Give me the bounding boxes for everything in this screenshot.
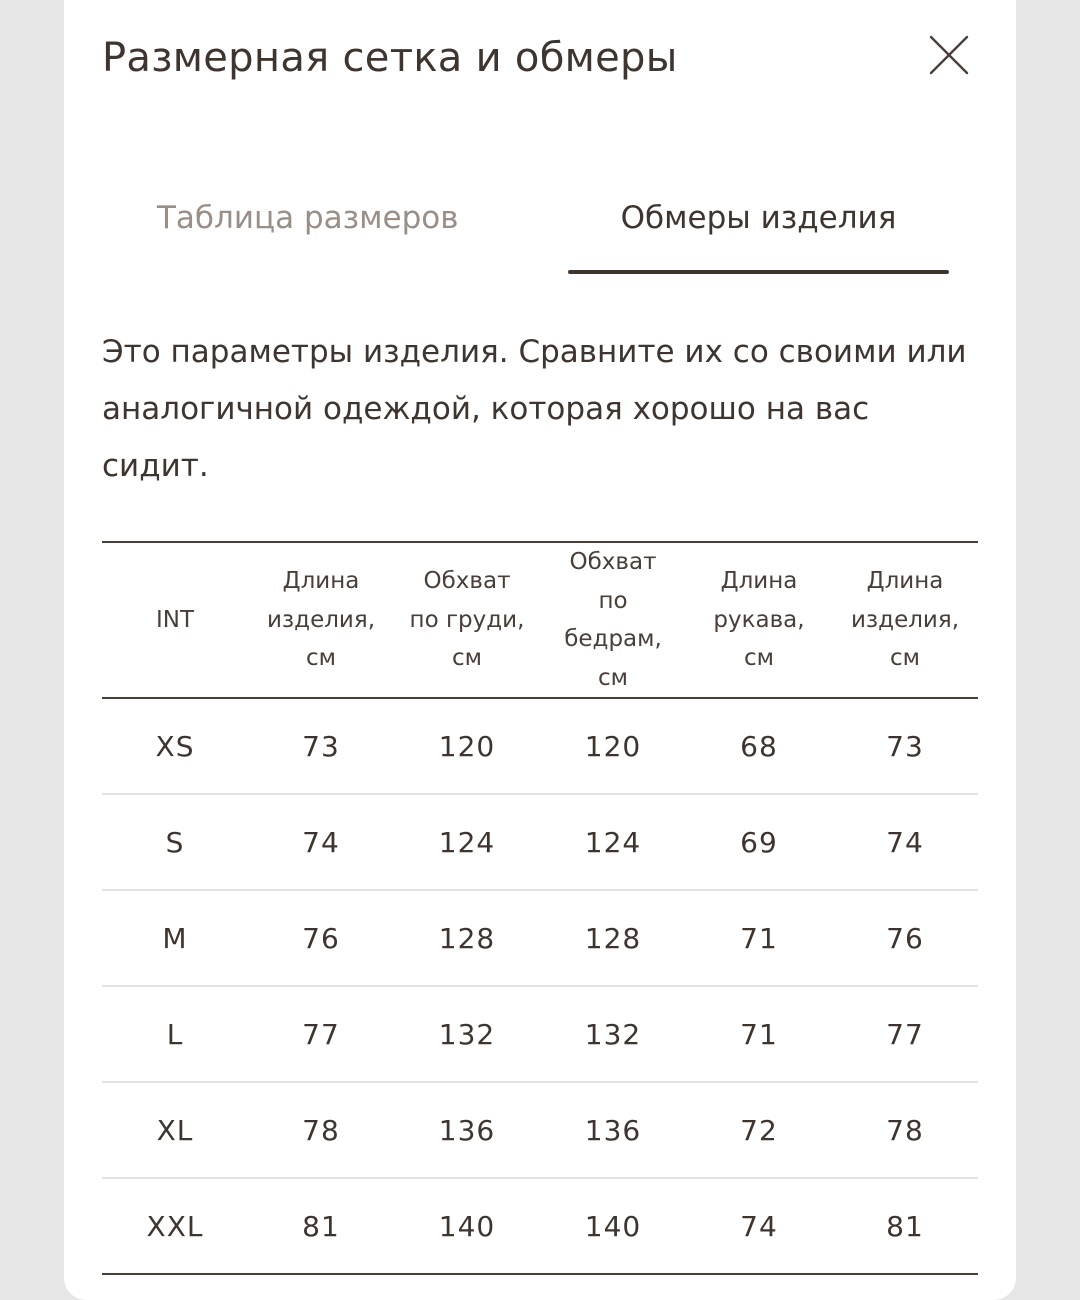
table-row (102, 1178, 978, 1274)
measurement-cell: 128 (540, 890, 686, 986)
measurement-cell: 136 (540, 1082, 686, 1178)
header-length-2 (832, 542, 978, 698)
description-text: Это параметры изделия. Сравните их со своими или аналогичной одеждой, которая хорошо на вас сидит. (102, 334, 967, 484)
table-header-row (102, 542, 978, 698)
measurement-cell: 132 (394, 986, 540, 1082)
measurement-cell: 73 (248, 698, 394, 794)
header-line: изделия, (266, 606, 376, 633)
measurement-cell: 77 (248, 986, 394, 1082)
table-row (102, 698, 978, 794)
header-line: Длина (282, 568, 360, 595)
table-body (102, 698, 978, 1274)
table-row (102, 1082, 978, 1178)
close-button[interactable] (926, 32, 972, 78)
header-line: см (890, 645, 920, 672)
measurement-cell: 71 (686, 986, 832, 1082)
measurement-cell: 136 (394, 1082, 540, 1178)
measurement-cell: 124 (394, 794, 540, 890)
table-row (102, 890, 978, 986)
measurement-cell: 74 (248, 794, 394, 890)
size-label-cell: M (102, 890, 248, 986)
size-label-cell: XL (102, 1082, 248, 1178)
header-line: рукава, (713, 606, 805, 633)
header-line: Обхват (423, 568, 511, 595)
measurement-cell: 81 (248, 1178, 394, 1274)
size-label-cell: XS (102, 698, 248, 794)
header-line: см (452, 645, 482, 672)
measurement-cell: 132 (540, 986, 686, 1082)
header-int (102, 542, 248, 698)
tab-garment-measurements[interactable]: Обмеры изделия (620, 200, 897, 236)
header-line: бедрам, (564, 626, 662, 652)
tab-bar (102, 190, 978, 280)
measurements-table (102, 541, 978, 1275)
table-row (102, 794, 978, 890)
measurement-cell: 77 (832, 986, 978, 1082)
table-row (102, 986, 978, 1082)
header-line: изделия, (850, 606, 960, 633)
header-hips (540, 542, 686, 698)
measurement-cell: 120 (540, 698, 686, 794)
measurement-cell: 140 (540, 1178, 686, 1274)
measurement-cell: 74 (686, 1178, 832, 1274)
measurement-cell: 81 (832, 1178, 978, 1274)
measurement-cell: 68 (686, 698, 832, 794)
header-chest (394, 542, 540, 698)
measurement-cell: 73 (832, 698, 978, 794)
header-length (248, 542, 394, 698)
measurement-cell: 72 (686, 1082, 832, 1178)
header-line: см (306, 645, 336, 672)
header-sleeve (686, 542, 832, 698)
measurement-cell: 74 (832, 794, 978, 890)
measurement-cell: 76 (248, 890, 394, 986)
header-line: см (744, 645, 774, 672)
header-line: Обхват (569, 549, 657, 575)
header-line: по (598, 587, 628, 614)
active-tab-indicator (568, 270, 949, 274)
size-label-cell: XXL (102, 1178, 248, 1274)
header-line: по груди, (409, 606, 525, 633)
close-icon (926, 32, 972, 78)
measurement-cell: 124 (540, 794, 686, 890)
size-label-cell: L (102, 986, 248, 1082)
measurement-cell: 140 (394, 1178, 540, 1274)
header-line: Длина (720, 568, 798, 595)
measurement-cell: 69 (686, 794, 832, 890)
header-line: см (598, 664, 628, 691)
tab-size-chart[interactable]: Таблица размеров (157, 200, 459, 236)
measurement-cell: 76 (832, 890, 978, 986)
header-line: INT (155, 606, 195, 633)
modal-title: Размерная сетка и обмеры (102, 35, 678, 81)
header-line: Длина (866, 568, 944, 595)
measurement-cell: 120 (394, 698, 540, 794)
measurement-cell: 128 (394, 890, 540, 986)
measurement-cell: 78 (832, 1082, 978, 1178)
measurement-cell: 78 (248, 1082, 394, 1178)
measurement-cell: 71 (686, 890, 832, 986)
size-label-cell: S (102, 794, 248, 890)
